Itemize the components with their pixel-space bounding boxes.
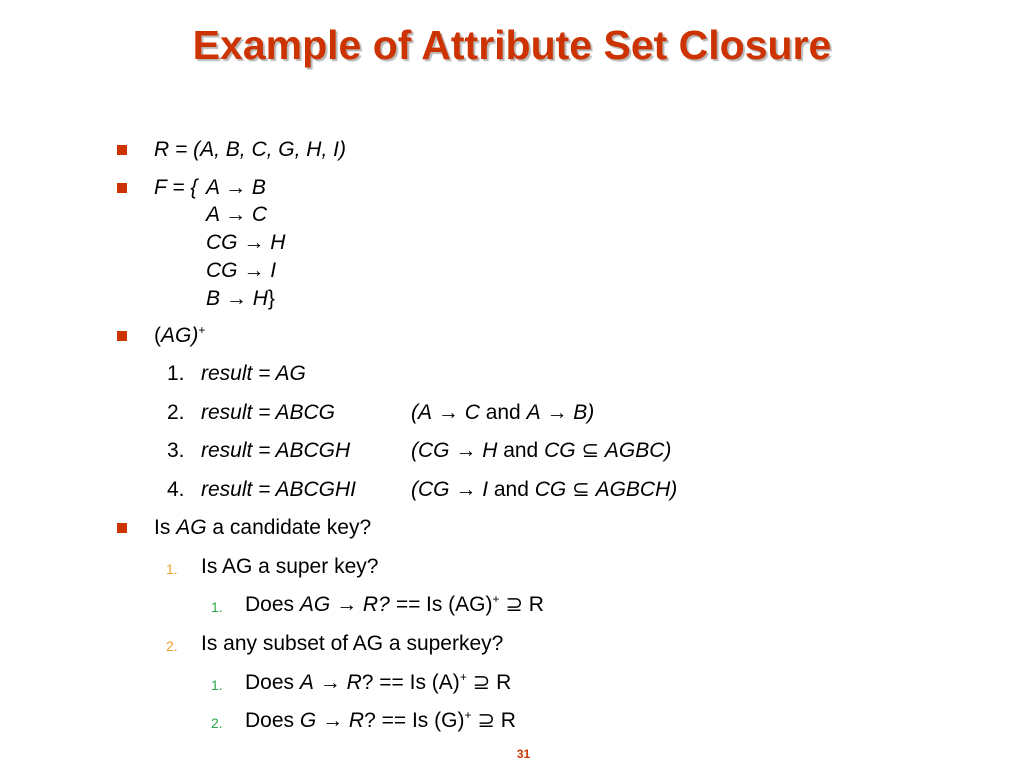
fd-item [206,202,267,227]
test-rhs: R [346,671,362,694]
arrow-icon: → [437,401,459,424]
arrow-icon: → [319,671,341,694]
sublist-number: 1. [166,561,178,577]
equals-label: ? == [361,671,404,694]
page-number: 31 [516,747,531,761]
superkey-test [245,592,544,617]
fd-lhs: A [206,203,220,226]
superkey-question: Is AG a super key? [201,555,379,578]
fd-rhs: H [270,231,286,254]
fd-rhs: B [251,176,266,199]
does-label: Does [245,671,295,694]
step-reason [411,477,677,502]
fd-lhs: CG [206,259,238,282]
closure-attr: AG) [161,324,199,347]
subset-icon: ⊆ [572,478,590,501]
fd-lhs: A [206,176,220,199]
fd-rhs: H [252,287,268,310]
fd-item [206,175,266,200]
subsublist-number: 1. [211,599,223,615]
closure-label: Is (AG) [425,593,493,616]
subsublist-number: 2. [211,715,223,731]
step-reason [411,438,671,463]
reason-part: H [482,439,498,462]
bullet-marker [117,145,127,155]
arrow-icon: → [455,478,477,501]
bullet-marker [117,331,127,341]
subset-question: Is any subset of AG a superkey? [201,632,504,655]
step-result: result = ABCGH [201,439,351,462]
step-number: 4. [167,478,185,501]
arrow-icon: → [243,259,265,282]
superset-icon: ⊇ [472,671,491,694]
arrow-icon: → [225,203,247,226]
test-lhs: A [299,671,314,694]
closure-plus: + [464,708,472,722]
reason-part: B) [573,401,595,424]
fd-set-label [154,175,197,200]
fd-set-open: F = { [154,176,198,199]
closure-label: Is (G) [411,709,465,732]
arrow-icon: → [225,176,247,199]
candidate-question [154,515,371,540]
bullet-marker [117,523,127,533]
closure-plus: + [198,323,206,337]
fd-item [206,286,275,311]
reason-part: AGBCH) [595,478,678,501]
closure-plus: + [492,592,500,606]
paren-open: ( [154,324,161,347]
relation-label: R [528,593,544,616]
relation-label: R [500,709,516,732]
arrow-icon: → [322,709,344,732]
step-number: 1. [167,362,185,385]
reason-and: and [503,439,539,462]
step-result: result = ABCGHI [201,478,357,501]
arrow-icon: → [455,439,477,462]
q-text: a candidate key? [212,516,372,539]
step-number: 3. [167,439,185,462]
reason-and: and [485,401,521,424]
q-text: Is [154,516,171,539]
equals-label: ? == [364,709,407,732]
reason-part: CG [544,439,576,462]
step-result: result = ABCG [201,401,336,424]
bullet-marker [117,183,127,193]
fd-rhs: I [270,259,277,282]
relation-definition: R = (A, B, C, G, H, I) [154,138,346,161]
does-label: Does [245,709,295,732]
arrow-icon: → [243,231,265,254]
step-result: result = AG [201,362,306,385]
subset-test [245,708,516,733]
closure-label: Is (A) [409,671,460,694]
reason-part: (CG [411,478,450,501]
reason-part: (A [411,401,432,424]
test-rhs: R? [362,593,390,616]
slide-title: Example of Attribute Set Closure [192,22,832,68]
relation-label: R [496,671,512,694]
fd-item [206,258,276,283]
reason-and: and [493,478,529,501]
fd-rhs: C [251,203,268,226]
test-lhs: G [299,709,317,732]
reason-part: AGBC) [604,439,672,462]
fd-lhs: CG [206,231,238,254]
subsublist-number: 1. [211,677,223,693]
reason-part: I [482,478,489,501]
reason-part: CG [534,478,567,501]
reason-part: (CG [411,439,450,462]
fd-item [206,230,285,255]
superset-icon: ⊇ [505,593,523,616]
step-reason [411,400,594,425]
arrow-icon: → [225,287,247,310]
reason-part: C [464,401,480,424]
reason-part: A [526,401,541,424]
fd-lhs: B [206,287,221,310]
subset-icon: ⊆ [581,439,600,462]
arrow-icon: → [546,401,568,424]
equals-label: == [395,593,421,616]
test-lhs: AG [299,593,331,616]
closure-header [154,323,205,348]
fd-set-close: } [267,287,275,310]
does-label: Does [245,593,295,616]
subset-test [245,670,511,695]
step-number: 2. [167,401,185,424]
arrow-icon: → [336,593,358,616]
test-rhs: R [348,709,365,732]
sublist-number: 2. [166,638,178,654]
superset-icon: ⊇ [477,709,495,732]
closure-plus: + [459,670,467,684]
q-attr: AG [176,516,207,539]
